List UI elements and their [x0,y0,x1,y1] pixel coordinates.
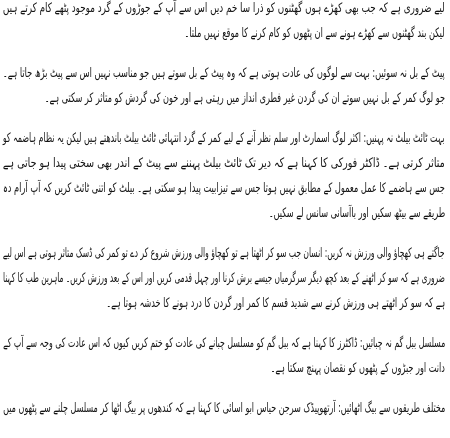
text-line [0,126,450,151]
text-line [0,356,450,381]
paragraph-morning-exercise [0,241,450,316]
text-line [0,21,450,46]
text-line [0,331,450,356]
text-line-content: بہت ٹائٹ بیلٹ نہ پہنیں: اکثر لوگ اسمارٹ اور سلم نظر آنے کے لیے کمر کے گرد انتہائی ٹائٹ بیلٹ باندھتے ہیں لیکن یہ نظام ہاضمہ کو [3,131,445,146]
paragraph-tight-belt [0,126,450,226]
paragraph-carrying-bag [0,396,450,421]
text-line-content: متاثر کرتی ہے۔ ڈاکٹر فورکی کا کہنا ہے کہ دیر تک ٹائٹ بیلٹ پہننے سے پیٹ کے اندر بھی سختی پیدا ہو جاتی ہے [3,156,445,171]
text-line [0,151,450,176]
text-line-content: جو لوگ کمر کے بل نہیں سوتے ان کی گردن غیر فطری انداز میں رہتی ہے اور خون کی گردش کو متاثر کر سکتی ہے۔ [44,91,445,106]
text-line-content: مسلسل ببل گم نہ چبائیں: ڈاکٹرز کا کہنا ہے کہ ببل گم کو مسلسل چبانے کی عادت کو ختم کریں کیوں کہ اس عادت کی وجہ سے آپ کے [2,336,445,351]
text-line-content: لیکن بند گھٹنوں سے کھڑے ہونے سے ان پٹھوں کو کام کرنے کا موقع نہیں ملتا۔ [184,26,445,41]
text-line [0,241,450,266]
text-line-content: طریقے سے بیٹھ سکیں اور باآسانی سانس لے سکیں۔ [268,206,445,221]
text-line [0,266,450,291]
text-line [0,201,450,226]
text-line-content: جاگتے ہی کھچاؤ والی ورزش نہ کریں: انسان جب سو کر اٹھتا ہے تو کھچاؤ والی ورزش شروع کر دے تو کمر کی ڈسک متاثر ہوتی ہے اس لیے [3,246,445,261]
paragraph-knee-posture [0,0,450,46]
text-line-content: دانت اور جبڑوں کے پٹھوں کو نقصان پہنچ سکتا ہے۔ [270,361,445,376]
text-line-content: مختلف طریقوں سے بیگ اٹھائیں: آرتھوپیڈک سرجن حیاس ابو اسائی کا کہنا ہے کہ کندھوں پر بیگ اٹھا کر مسلسل چلنے سے پٹھوں میں [2,401,445,416]
text-line [0,176,450,201]
text-line-content: پیٹ کے بل نہ سوئیں: بہت سے لوگوں کی عادت ہوتی ہے کہ وہ پیٹ کے بل سوتے ہیں جو مناسب نہیں اس سے پیٹ بڑھ جاتا ہے۔ [3,66,445,81]
paragraph-sleeping-posture [0,61,450,111]
text-line [0,396,450,421]
text-line-content: جس سے ہاضمے کا عمل معمول کے مطابق نہیں ہوتا جس سے تیزابیت پیدا ہو سکتی ہے۔ بیلٹ کو اتنی ٹائٹ کریں کہ آپ آرام دہ [3,181,445,196]
text-line [0,0,450,21]
paragraph-bubble-gum [0,331,450,381]
text-line [0,291,450,316]
text-line-content: لیے ضروری ہے کہ جب بھی کھڑے ہوں گھٹنوں کو ذرا سا خم دیں اس سے آپ کے جوڑوں کے گرد موجود پٹھے کام کرتے ہیں [3,1,445,16]
text-line [0,61,450,86]
text-line-content: ہے کہ سو کر اٹھتے ہی ورزش کرنے سے شدید قسم کا کمر اور گردن کا درد ہونے کا خدشہ ہوتا ہے۔ [106,296,445,311]
text-line [0,86,450,111]
text-line-content: ضروری ہے کہ سو کر اٹھنے کے بعد کچھ دیگر سرگرمیاں جیسے برش کرنا اور چہل قدمی کریں اور اس کے بعد ورزش کریں۔ ماہرین طب کا کہنا [3,271,445,286]
